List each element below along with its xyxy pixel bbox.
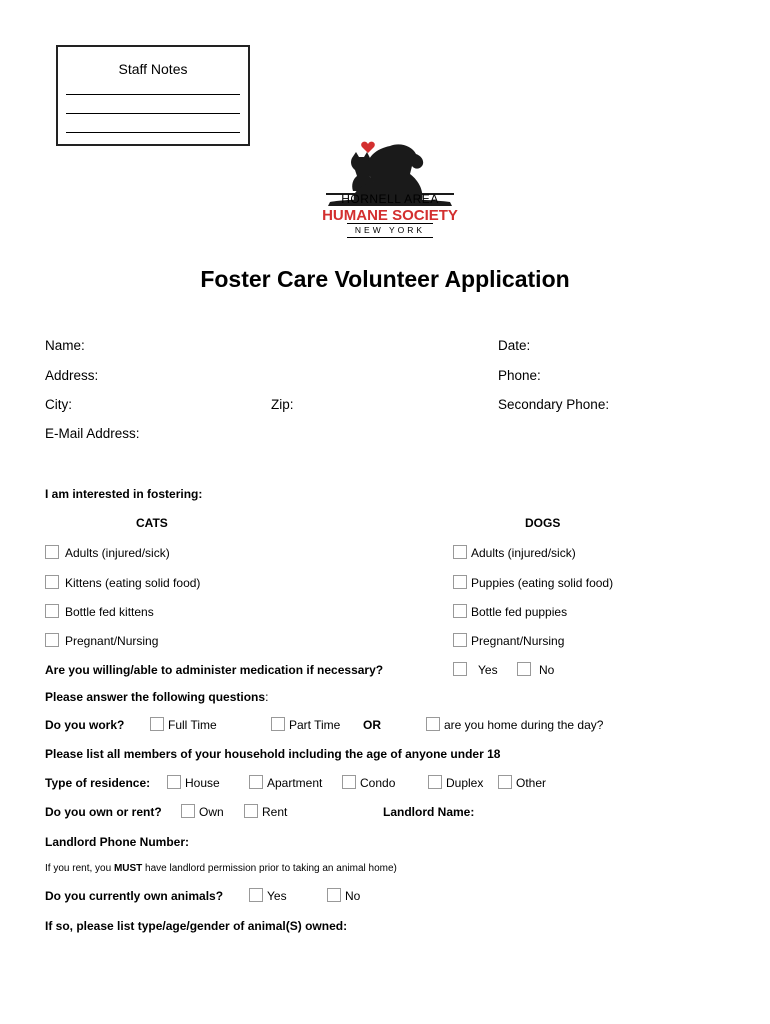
staff-notes-title: Staff Notes — [118, 61, 188, 77]
animals-no-label: No — [345, 889, 361, 903]
residence-option-label: Duplex — [446, 776, 484, 790]
dog-option-label: Adults (injured/sick) — [471, 546, 576, 560]
cat-option-label: Kittens (eating solid food) — [65, 576, 201, 590]
cats-heading: CATS — [136, 516, 168, 530]
zip-label: Zip: — [271, 397, 294, 412]
logo-divider — [347, 237, 433, 238]
household-prompt: Please list all members of your household including the age of anyone under 18 — [45, 747, 501, 761]
staff-notes-line[interactable] — [66, 113, 240, 114]
medication-no-label: No — [539, 663, 555, 677]
cat-pregnant-checkbox[interactable] — [45, 633, 59, 647]
or-label: OR — [363, 718, 381, 732]
staff-notes-line[interactable] — [66, 94, 240, 95]
dog-pregnant-checkbox[interactable] — [453, 633, 467, 647]
landlord-name-label: Landlord Name: — [383, 805, 475, 819]
animals-question: Do you currently own animals? — [45, 889, 224, 903]
residence-option-label: Apartment — [267, 776, 323, 790]
logo-line2: HUMANE SOCIETY — [322, 207, 458, 224]
answer-prompt-colon: : — [265, 690, 269, 704]
medication-no-checkbox[interactable] — [517, 662, 531, 676]
full-time-label: Full Time — [168, 718, 217, 732]
fostering-heading: I am interested in fostering: — [45, 487, 203, 501]
rent-note-prefix: If you rent, you — [45, 863, 114, 874]
apartment-checkbox[interactable] — [249, 775, 263, 789]
logo-line1: HORNELL AREA — [341, 192, 439, 206]
condo-checkbox[interactable] — [342, 775, 356, 789]
name-label: Name: — [45, 338, 85, 353]
other-checkbox[interactable] — [498, 775, 512, 789]
cat-kittens-checkbox[interactable] — [45, 575, 59, 589]
dog-option-label: Pregnant/Nursing — [471, 634, 565, 648]
residence-option-label: House — [185, 776, 220, 790]
address-label: Address: — [45, 368, 99, 383]
dog-puppies-checkbox[interactable] — [453, 575, 467, 589]
house-checkbox[interactable] — [167, 775, 181, 789]
humane-society-logo — [300, 128, 480, 252]
residence-question: Type of residence: — [45, 776, 151, 790]
rent-note-suffix: have landlord permission prior to taking an animal home) — [142, 863, 397, 874]
duplex-checkbox[interactable] — [428, 775, 442, 789]
rent-checkbox[interactable] — [244, 804, 258, 818]
cat-option-label: Adults (injured/sick) — [65, 546, 170, 560]
heart-icon — [361, 142, 375, 153]
staff-notes-box — [56, 45, 250, 146]
cat-option-label: Bottle fed kittens — [65, 605, 154, 619]
home-during-day-checkbox[interactable] — [426, 717, 440, 731]
phone-label: Phone: — [498, 368, 541, 383]
animals-no-checkbox[interactable] — [327, 888, 341, 902]
rent-note-must: MUST — [113, 863, 143, 874]
part-time-checkbox[interactable] — [271, 717, 285, 731]
date-label: Date: — [498, 338, 531, 353]
landlord-phone-label: Landlord Phone Number: — [45, 835, 189, 849]
residence-option-label: Other — [516, 776, 547, 790]
full-time-checkbox[interactable] — [150, 717, 164, 731]
animals-yes-checkbox[interactable] — [249, 888, 263, 902]
part-time-label: Part Time — [289, 718, 341, 732]
own-label: Own — [199, 805, 224, 819]
medication-question: Are you willing/able to administer medication if necessary? — [45, 663, 384, 677]
cat-option-label: Pregnant/Nursing — [65, 634, 159, 648]
medication-yes-label: Yes — [478, 663, 498, 677]
secondary-phone-label: Secondary Phone: — [498, 397, 610, 412]
rent-note — [45, 863, 397, 874]
animals-list-prompt: If so, please list type/age/gender of animal(S) owned: — [45, 919, 348, 933]
own-checkbox[interactable] — [181, 804, 195, 818]
city-label: City: — [45, 397, 72, 412]
staff-notes-line[interactable] — [66, 132, 240, 133]
page-title: Foster Care Volunteer Application — [200, 266, 570, 292]
own-rent-question: Do you own or rent? — [45, 805, 162, 819]
cat-bottle-fed-checkbox[interactable] — [45, 604, 59, 618]
logo-divider — [347, 223, 433, 224]
cat-adults-checkbox[interactable] — [45, 545, 59, 559]
answer-prompt — [45, 690, 268, 704]
dogs-heading: DOGS — [525, 516, 561, 530]
home-during-day-label: are you home during the day? — [444, 718, 604, 732]
work-question: Do you work? — [45, 718, 125, 732]
dog-option-label: Bottle fed puppies — [471, 605, 568, 619]
rent-label: Rent — [262, 805, 288, 819]
dog-bottle-fed-checkbox[interactable] — [453, 604, 467, 618]
medication-yes-checkbox[interactable] — [453, 662, 467, 676]
answer-prompt-text: Please answer the following questions — [45, 690, 266, 704]
email-label: E-Mail Address: — [45, 426, 140, 441]
animals-yes-label: Yes — [267, 889, 287, 903]
dog-option-label: Puppies (eating solid food) — [471, 576, 614, 590]
residence-option-label: Condo — [360, 776, 396, 790]
logo-line3: NEW YORK — [354, 225, 426, 235]
dog-adults-checkbox[interactable] — [453, 545, 467, 559]
